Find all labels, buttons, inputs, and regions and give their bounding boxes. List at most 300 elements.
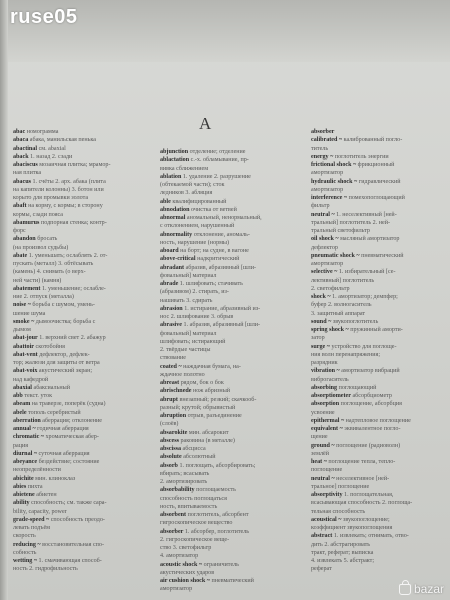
entry-gloss: на капители колонны) 3. ботон или xyxy=(13,186,104,193)
entry-gloss: ство 3. светофильтр xyxy=(160,545,212,551)
entry-headword: abb xyxy=(13,393,23,399)
dictionary-entry xyxy=(13,499,156,507)
dictionary-entry xyxy=(160,379,306,387)
dictionary-entry xyxy=(13,524,156,532)
dictionary-entry xyxy=(13,161,156,169)
entry-gloss: 1. амортизатор; демпфер; xyxy=(330,294,398,300)
entry-gloss: 1. извлекать; отнимать, отво- xyxy=(332,533,409,540)
entry-gloss: дымом xyxy=(13,327,31,333)
entry-headword: abstract xyxy=(311,533,333,540)
entry-gloss: аномальный, ненормальный, xyxy=(185,215,262,221)
dictionary-entry xyxy=(160,280,306,288)
entry-gloss: тральное] поглощение xyxy=(311,483,370,490)
entry-gloss: пружинный аморти- xyxy=(348,327,403,333)
dictionary-entry xyxy=(160,222,306,230)
entry-gloss: аберрация; отклонение xyxy=(40,417,102,424)
entry-gloss: амортизатор xyxy=(311,261,344,267)
entry-headword: ablactation xyxy=(160,157,190,164)
dictionary-entry xyxy=(311,194,447,202)
entry-headword: abjunction xyxy=(160,149,189,155)
dictionary-entry xyxy=(160,206,306,214)
entry-headword: able xyxy=(160,198,171,205)
dictionary-entry xyxy=(311,400,447,408)
entry-headword: neutral ~ xyxy=(311,475,335,482)
entry-gloss: 1. уменьшение; ослабле- xyxy=(40,285,106,292)
watermark-brand-text: bazar xyxy=(413,582,444,596)
dictionary-entry xyxy=(311,136,447,144)
dictionary-entry xyxy=(311,293,447,301)
entry-headword: abaft xyxy=(13,203,27,210)
entry-gloss: (абразивом) 2. стирать, из- xyxy=(160,289,229,296)
entry-headword: abactinal xyxy=(13,145,38,152)
entry-gloss: 2. светофильтр xyxy=(311,285,350,292)
entry-headword: abeyance xyxy=(13,459,38,465)
entry-gloss: 1. поглощательная, xyxy=(342,492,394,498)
entry-gloss: разный; крутой; обрывистый xyxy=(160,404,236,411)
entry-headword: absorbability xyxy=(160,487,195,494)
entry-gloss: суточная аберрация xyxy=(37,450,90,457)
dictionary-entry xyxy=(13,442,156,450)
entry-gloss: дымоочистка; борьба с xyxy=(34,318,96,325)
entry-gloss: абразив, абразивный [шли- xyxy=(184,264,257,271)
entry-gloss: квалифицированный xyxy=(170,198,227,205)
entry-gloss: 1. абразив, абразивный [шли- xyxy=(182,322,261,329)
entry-gloss: эквивалентное погло- xyxy=(342,426,401,432)
dictionary-entry xyxy=(311,277,447,285)
entry-headword: sound ~ xyxy=(311,318,332,325)
entry-gloss: рация xyxy=(13,442,29,449)
dictionary-entry xyxy=(13,227,156,235)
dictionary-entry xyxy=(311,211,447,219)
dictionary-entry xyxy=(160,297,306,305)
dictionary-entry xyxy=(311,343,447,351)
dictionary-entry xyxy=(311,532,447,540)
entry-gloss: щение xyxy=(311,434,328,441)
entry-headword: absorbent xyxy=(160,512,187,518)
entry-gloss: ния волн перенапряжения; xyxy=(311,351,381,358)
dictionary-entry xyxy=(311,268,447,276)
entry-gloss: поглощение, абсорбция xyxy=(339,401,402,408)
entry-gloss: амортизатор xyxy=(311,186,344,193)
dictionary-entry xyxy=(160,495,306,503)
entry-gloss: 1. счёты 2. арх. абака (плита xyxy=(30,178,106,185)
dictionary-entry xyxy=(311,227,447,235)
entry-gloss: всасывающая способность 2. поглоща- xyxy=(311,500,413,507)
entry-gloss: затор xyxy=(311,335,325,342)
entry-headword: abattoir xyxy=(13,343,34,350)
entry-headword: absorption xyxy=(311,401,340,408)
entry-gloss: шлифовать; истирающий xyxy=(160,338,226,345)
dictionary-entry xyxy=(311,557,447,565)
dictionary-entry xyxy=(160,264,306,272)
entry-gloss: ность, впитываемость xyxy=(160,503,218,510)
entry-gloss: подпорная стенка; контр- xyxy=(39,219,107,226)
entry-gloss: отклонение, аномаль- xyxy=(192,231,250,238)
dictionary-entry xyxy=(13,285,156,293)
entry-headword: coated ~ xyxy=(160,363,182,370)
entry-headword: selective ~ xyxy=(311,269,338,276)
dictionary-entry xyxy=(13,557,156,565)
entry-gloss: масляный амортизатор xyxy=(338,236,400,243)
dictionary-entry xyxy=(311,260,447,268)
entry-gloss: номограмма xyxy=(25,129,59,135)
entry-headword: absorptivity xyxy=(311,492,343,498)
entry-headword: abaca xyxy=(13,137,29,144)
dictionary-entry xyxy=(311,549,447,557)
entry-gloss: абсцисса xyxy=(181,446,206,452)
dictionary-entry xyxy=(160,387,306,395)
entry-headword: abaxial xyxy=(13,384,32,391)
entry-gloss: гидравлический xyxy=(357,178,401,185)
entry-gloss: коэффициент звукопоглощения xyxy=(311,525,393,531)
dictionary-entry xyxy=(160,338,306,346)
entry-headword: abate xyxy=(13,252,28,259)
entry-gloss: неселективное [ней- xyxy=(334,475,390,482)
entry-gloss: ние 2. отпуск (металла) xyxy=(13,294,74,300)
dictionary-entry xyxy=(13,194,156,202)
dictionary-entry xyxy=(13,565,156,573)
dictionary-entry xyxy=(311,161,447,169)
entry-headword: interference ~ xyxy=(311,195,348,201)
entry-gloss: левать подъём xyxy=(13,525,50,531)
entry-gloss: пневматический xyxy=(209,578,254,584)
entry-gloss: поглотитель, абсорбент xyxy=(186,512,249,518)
dictionary-entry xyxy=(160,552,306,560)
entry-gloss: неопределённости xyxy=(13,467,61,474)
entry-gloss: вбирать; всасывать xyxy=(160,470,210,477)
dictionary-entry xyxy=(13,145,156,153)
entry-headword: abamurus xyxy=(13,219,40,226)
dictionary-entry xyxy=(160,503,306,511)
entry-headword: air cushion shock ~ xyxy=(160,578,210,584)
entry-gloss: мин. абсарокит xyxy=(187,429,229,436)
entry-headword: abrasion xyxy=(160,305,183,312)
dictionary-entry xyxy=(160,181,306,189)
entry-gloss: землёй xyxy=(311,450,329,457)
dictionary-entry xyxy=(160,321,306,329)
entry-headword: abietene xyxy=(13,492,35,498)
entry-gloss: помехопоглощающий xyxy=(347,195,405,201)
entry-headword: abat-jour xyxy=(13,335,38,342)
entry-gloss: 1. избирательный [се- xyxy=(337,269,396,276)
dictionary-entry xyxy=(311,202,447,210)
dictionary-entry xyxy=(311,219,447,227)
entry-gloss: тральный] поглотитель 2. ней- xyxy=(311,219,391,226)
entry-headword: abacus xyxy=(13,178,31,185)
entry-gloss: ждачное полотно xyxy=(160,371,205,378)
entry-headword: chromatic ~ xyxy=(13,434,44,441)
dictionary-entry xyxy=(160,272,306,280)
entry-gloss: тельная способность xyxy=(311,508,366,515)
entry-headword: grade-speed ~ xyxy=(13,516,50,523)
entry-headword: above-critical xyxy=(160,256,196,263)
dictionary-entry xyxy=(13,244,156,252)
watermark-site: ruse05 xyxy=(10,6,78,28)
entry-headword: abreast xyxy=(160,380,180,386)
dictionary-entry xyxy=(13,483,156,491)
entry-gloss: 1. неселективный [ней- xyxy=(334,211,397,218)
dictionary-entry xyxy=(13,326,156,334)
entry-gloss: поглощение (радиоволн) xyxy=(334,442,401,449)
dictionary-entry xyxy=(311,145,447,153)
entry-gloss: 1. истирание, абразивный из- xyxy=(182,305,261,312)
entry-headword: absorptiometer xyxy=(311,393,351,399)
entry-gloss: ствование xyxy=(160,355,186,362)
entry-gloss: ная плитка xyxy=(13,170,42,177)
entry-headword: absolute xyxy=(160,454,182,461)
entry-headword: abat-vent xyxy=(13,351,38,358)
dictionary-entry xyxy=(311,425,447,433)
dictionary-entry xyxy=(311,153,447,161)
entry-gloss: на траверзе, поперёк (судна) xyxy=(30,401,106,408)
entry-gloss: внезапный; резкий; скачкооб- xyxy=(177,396,257,403)
entry-headword: oil shock ~ xyxy=(311,236,339,243)
dictionary-entry xyxy=(13,450,156,458)
dictionary-entry xyxy=(160,313,306,321)
entry-gloss: отделение; отделение xyxy=(188,149,246,155)
entry-gloss: 3. защитный аппарат xyxy=(311,310,366,317)
entry-headword: energy ~ xyxy=(311,153,334,160)
column-middle xyxy=(160,148,306,594)
entry-gloss: амортизатор xyxy=(160,586,193,593)
entry-gloss: поглощение тепла, тепло- xyxy=(326,459,396,465)
entry-headword: abatement xyxy=(13,285,41,292)
dictionary-entry xyxy=(311,392,447,400)
dictionary-entry xyxy=(13,508,156,516)
entry-gloss: восстановительная спо- xyxy=(40,541,104,548)
entry-headword: abruption xyxy=(160,413,187,419)
entry-gloss: усвоение xyxy=(311,409,335,416)
entry-gloss: способность поглощаться xyxy=(160,495,227,502)
dictionary-entry xyxy=(13,153,156,161)
dictionary-entry xyxy=(13,343,156,351)
dictionary-entry xyxy=(160,189,306,197)
entry-headword: abandon xyxy=(13,236,36,243)
entry-headword: calibrated ~ xyxy=(311,137,343,144)
entry-gloss: тор; жалюзи для защиты от ветра xyxy=(13,360,100,366)
watermark-brand xyxy=(399,582,444,596)
dictionary-entry xyxy=(160,396,306,404)
entry-gloss: вивка сближением xyxy=(160,165,209,172)
dictionary-entry xyxy=(311,483,447,491)
dictionary-entry xyxy=(13,367,156,375)
dictionary-entry xyxy=(13,376,156,384)
dictionary-entry xyxy=(13,268,156,276)
dictionary-entry xyxy=(311,417,447,425)
entry-gloss: ограничитель xyxy=(202,561,239,568)
dictionary-entry xyxy=(311,326,447,334)
dictionary-entry xyxy=(13,219,156,227)
entry-headword: abnormal xyxy=(160,215,186,221)
dictionary-entry xyxy=(13,334,156,342)
entry-gloss: шение шума xyxy=(13,310,46,317)
dictionary-entry xyxy=(13,392,156,400)
entry-gloss: годичная аберрация xyxy=(35,426,89,432)
entry-headword: noise ~ xyxy=(13,302,31,309)
entry-headword: absorber xyxy=(311,129,335,135)
entry-headword: wetting ~ xyxy=(13,558,37,564)
entry-headword: abaciscus xyxy=(13,162,38,168)
entry-headword: heat ~ xyxy=(311,459,327,465)
dictionary-entry xyxy=(160,363,306,371)
dictionary-entry xyxy=(13,359,156,367)
entry-headword: abies xyxy=(13,483,27,490)
dictionary-entry xyxy=(160,371,306,379)
dictionary-entry xyxy=(160,478,306,486)
dictionary-entry xyxy=(160,528,306,536)
dictionary-entry xyxy=(311,450,447,458)
dictionary-entry xyxy=(311,252,447,260)
entry-gloss: скотобойня xyxy=(34,343,65,350)
entry-gloss: дить 2. абстрагировать xyxy=(311,541,371,548)
entry-headword: abat-voix xyxy=(13,368,38,375)
entry-headword: pneumatic shock ~ xyxy=(311,252,360,259)
entry-gloss: мозаичная плитка; мрамор- xyxy=(37,162,111,168)
entry-headword: aberration xyxy=(13,417,41,424)
entry-gloss: фильтр xyxy=(311,203,330,210)
column-left xyxy=(13,128,156,574)
entry-headword: abrischnede xyxy=(160,388,192,395)
entry-gloss: над кафедрой xyxy=(13,376,49,383)
entry-gloss: фрикционный xyxy=(356,162,395,168)
entry-headword: abrupt xyxy=(160,396,178,403)
entry-gloss: лективный] поглотитель xyxy=(311,277,375,284)
entry-gloss: абиетен xyxy=(34,492,57,498)
entry-gloss: см. abaxial xyxy=(37,145,66,152)
entry-gloss: хроматическая абер- xyxy=(43,434,99,441)
dictionary-entry xyxy=(13,400,156,408)
entry-gloss: абаксиальный xyxy=(31,384,70,391)
dictionary-entry xyxy=(160,173,306,181)
entry-gloss: 1. шлифовать; стачивать xyxy=(178,281,243,287)
entry-gloss: мин. клиноклаз xyxy=(33,475,76,482)
entry-headword: ablation xyxy=(160,173,182,180)
entry-gloss: способность преодо- xyxy=(49,516,105,523)
entry-headword: hydraulic shock ~ xyxy=(311,178,358,185)
dictionary-entry xyxy=(311,351,447,359)
entry-headword: equivalent ~ xyxy=(311,426,343,432)
dictionary-entry xyxy=(160,156,306,164)
dictionary-entry xyxy=(13,384,156,392)
entry-gloss: раковина (в металле) xyxy=(178,437,235,444)
entry-gloss: (слоёв) xyxy=(160,421,179,428)
dictionary-entry xyxy=(13,541,156,549)
dictionary-entry xyxy=(311,499,447,507)
entry-headword: abnodation xyxy=(160,206,190,213)
entry-gloss: наждачная бумага, на- xyxy=(181,363,241,370)
dictionary-entry xyxy=(160,470,306,478)
dictionary-entry xyxy=(13,491,156,499)
entry-headword: absorbing xyxy=(311,384,338,391)
dictionary-entry xyxy=(13,516,156,524)
dictionary-entry xyxy=(160,585,306,593)
entry-gloss: буфер 2. волногаситель xyxy=(311,302,372,309)
dictionary-entry xyxy=(311,466,447,474)
dictionary-entry xyxy=(13,475,156,483)
entry-gloss: (камень) 4. снимать (о верх- xyxy=(13,269,86,276)
entry-gloss: пихта xyxy=(26,483,43,490)
entry-gloss: 1. смачивающая способ- xyxy=(37,558,102,564)
entry-gloss: 2. твёрдые частицы xyxy=(160,347,211,353)
entry-gloss: калиброванный погло- xyxy=(342,137,403,144)
entry-gloss: фовальный] материал xyxy=(160,330,217,337)
entry-headword: abele xyxy=(13,409,27,416)
dictionary-entry xyxy=(311,359,447,367)
entry-gloss: акустический экран; xyxy=(37,368,93,375)
dictionary-entry xyxy=(13,466,156,474)
dictionary-entry xyxy=(311,475,447,483)
entry-gloss: 1. верхний свет 2. абажур xyxy=(37,335,106,342)
dictionary-entry xyxy=(13,128,156,136)
entry-gloss: 4. амортизатор xyxy=(160,553,199,560)
dictionary-entry xyxy=(311,334,447,342)
dictionary-entry xyxy=(160,165,306,173)
entry-gloss: очистка от ветвей xyxy=(189,206,237,213)
dictionary-entry xyxy=(160,288,306,296)
dictionary-entry xyxy=(160,214,306,222)
dictionary-entry xyxy=(160,247,306,255)
dictionary-entry xyxy=(13,186,156,194)
dictionary-entry xyxy=(13,433,156,441)
dictionary-entry xyxy=(160,519,306,527)
entry-headword: acoustical ~ xyxy=(311,516,342,523)
dictionary-entry xyxy=(160,198,306,206)
entry-headword: smoke ~ xyxy=(13,318,35,325)
dictionary-entry xyxy=(13,425,156,433)
entry-headword: absorb xyxy=(160,462,178,469)
dictionary-entry xyxy=(311,384,447,392)
dictionary-entry xyxy=(160,462,306,470)
entry-gloss: абсорбциометр xyxy=(350,393,392,399)
dictionary-entry xyxy=(311,433,447,441)
entry-gloss: bility, capacity, power xyxy=(13,508,67,515)
entry-gloss: отрыв, разъединение xyxy=(186,413,242,419)
dictionary-entry xyxy=(160,511,306,519)
dictionary-entry xyxy=(160,305,306,313)
entry-gloss: дефлектор, дефлек- xyxy=(37,351,90,358)
dictionary-entry xyxy=(13,409,156,417)
dictionary-entry xyxy=(160,486,306,494)
entry-headword: absorber xyxy=(160,528,184,535)
entry-gloss: с отклонением, нарушенный xyxy=(160,223,235,230)
entry-headword: aback xyxy=(13,153,29,160)
entry-gloss: амортизатор вибраций xyxy=(339,368,400,375)
entry-gloss: пневматический xyxy=(359,252,404,259)
dictionary-entry xyxy=(13,458,156,466)
spine-shadow xyxy=(0,0,8,600)
entry-gloss: поглощаемость xyxy=(194,487,236,494)
dictionary-entry xyxy=(160,148,306,156)
dictionary-entry xyxy=(311,565,447,573)
entry-headword: shock ~ xyxy=(311,294,331,300)
entry-gloss: пускать (металл) 3. обтёсывать xyxy=(13,261,94,267)
shopping-bag-icon xyxy=(399,584,411,595)
dictionary-entry xyxy=(160,561,306,569)
entry-gloss: амортизатор xyxy=(311,170,344,177)
entry-headword: abrasive xyxy=(160,322,183,329)
section-letter: A xyxy=(199,114,212,133)
entry-gloss: бездействие; состояние xyxy=(37,459,100,465)
dictionary-entry xyxy=(311,285,447,293)
dictionary-entry xyxy=(160,544,306,552)
dictionary-entry xyxy=(13,260,156,268)
entry-gloss: надтепловое поглощение xyxy=(344,417,411,424)
dictionary-entry xyxy=(13,235,156,243)
dictionary-entry xyxy=(311,244,447,252)
entry-gloss: поглощающий xyxy=(337,384,377,391)
dictionary-entry xyxy=(13,211,156,219)
entry-gloss: кормы, сзади пояса xyxy=(13,211,63,218)
